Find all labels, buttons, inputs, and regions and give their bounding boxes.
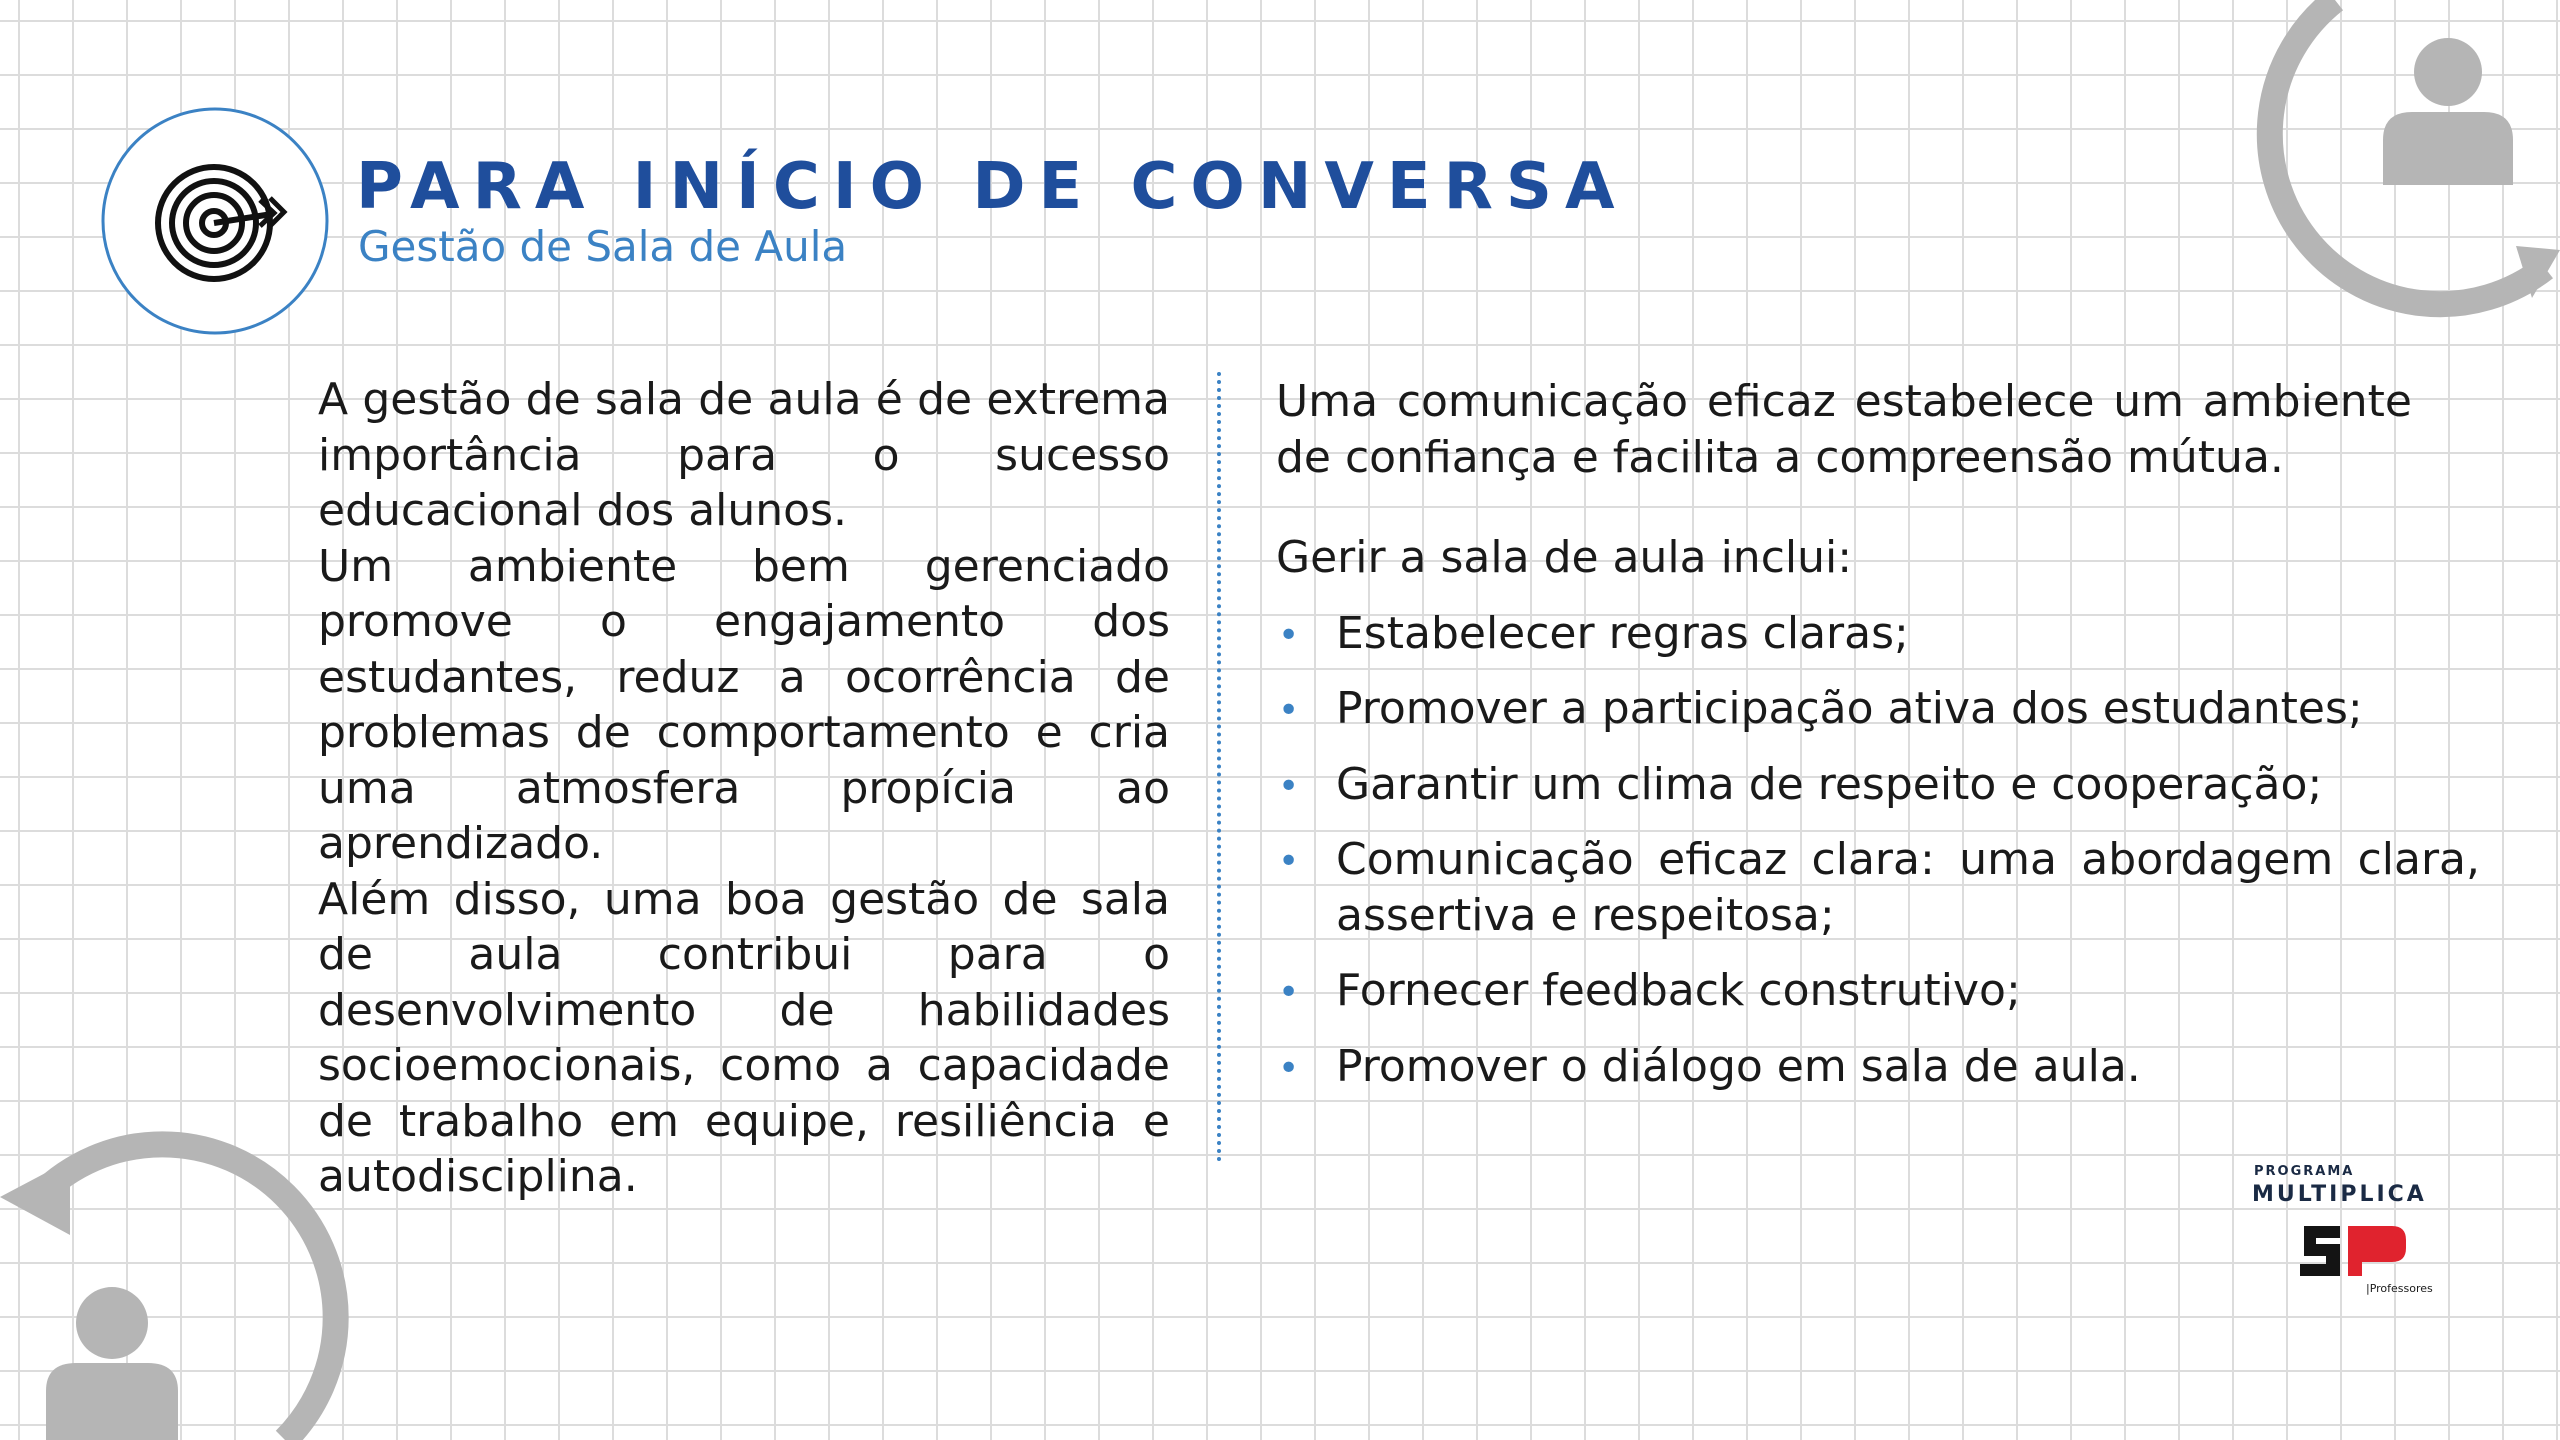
left-paragraph-2: Um ambiente bem gerenciado promove o engajamento dos estudantes, reduz a ocorrência de problemas de comportamento e cria uma atmosfera propícia ao aprendizado. <box>318 540 1170 869</box>
target-icon <box>100 106 330 336</box>
bullet-icon: • <box>1278 841 1300 882</box>
right-column <box>1276 374 2480 1094</box>
logo-professores-text: |Professores <box>2366 1282 2433 1295</box>
list-item-text: Fornecer feedback construtivo; <box>1336 965 2021 1016</box>
right-paragraph: Uma comunicação eficaz estabelece um ambiente de confiança e facilita a compreensão mútua. <box>1276 376 2412 483</box>
list-item <box>1276 681 2480 737</box>
list-item-text: Comunicação eficaz clara: uma abordagem clara, assertiva e respeitosa; <box>1336 834 2480 941</box>
multiplica-sp-logo <box>2252 1158 2452 1308</box>
list-item-text: Garantir um clima de respeito e cooperação; <box>1336 758 2323 810</box>
list-item-text: Promover a participação ativa dos estudantes; <box>1336 683 2363 734</box>
list-intro: Gerir a sala de aula inclui: <box>1276 532 1853 583</box>
list-item <box>1276 606 2480 662</box>
user-cycle-icon-bottom-left <box>0 1105 370 1440</box>
left-column <box>318 372 1170 1205</box>
user-cycle-icon-top-right <box>2200 0 2560 340</box>
logo-program-text: PROGRAMA <box>2254 1164 2355 1179</box>
page-title: PARA INÍCIO DE CONVERSA <box>356 150 1628 224</box>
left-paragraph-3: Além disso, uma boa gestão de sala de aula contribui para o desenvolvimento de habilidades socioemocionais, como a capacidade de trabalho em equipe, resiliência e autodisciplina. <box>318 873 1170 1202</box>
list-item <box>1276 1039 2480 1095</box>
bullet-icon: • <box>1278 972 1300 1013</box>
list-item <box>1276 757 2480 813</box>
list-item-text: Promover o diálogo em sala de aula. <box>1336 1040 2141 1092</box>
list-item <box>1276 963 2480 1019</box>
list-item-text: Estabelecer regras claras; <box>1336 607 1909 659</box>
page-subtitle: Gestão de Sala de Aula <box>358 222 848 271</box>
bullet-icon: • <box>1278 614 1300 656</box>
bullet-icon: • <box>1278 765 1300 807</box>
column-divider <box>1217 372 1221 1162</box>
bullet-icon: • <box>1278 690 1300 731</box>
list-item <box>1276 832 2480 943</box>
left-paragraph-1: A gestão de sala de aula é de extrema importância para o sucesso educacional dos alunos. <box>318 374 1170 536</box>
logo-name-text: MULTIPLICA <box>2252 1182 2427 1207</box>
bullet-icon: • <box>1278 1047 1300 1089</box>
sp-logo-icon <box>2296 1220 2408 1280</box>
bullet-list <box>1276 606 2480 1095</box>
